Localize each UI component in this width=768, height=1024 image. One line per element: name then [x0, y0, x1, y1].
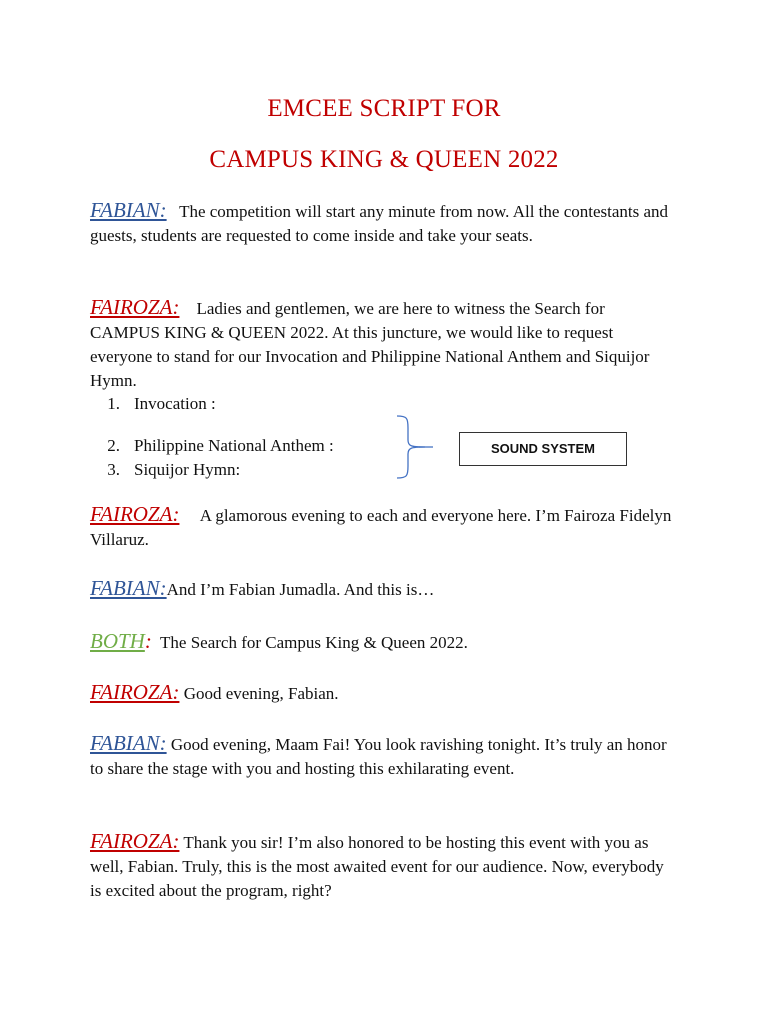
list-label: Siquijor Hymn: [134, 460, 241, 479]
speaker-label: FAIROZA: [90, 295, 180, 319]
sound-system-box: SOUND SYSTEM [459, 432, 627, 466]
speaker-label: BOTH [90, 629, 145, 653]
curly-brace-icon [395, 414, 435, 480]
script-paragraph [90, 731, 675, 781]
document-title-line-1: EMCEE SCRIPT FOR [267, 95, 501, 122]
script-paragraph [90, 829, 675, 903]
list-number: 3. [107, 460, 120, 479]
script-paragraph [90, 502, 675, 552]
speaker-label: FAIROZA: [90, 502, 180, 526]
dialogue-text: And I’m Fabian Jumadla. And this is… [166, 580, 435, 599]
script-paragraph [90, 198, 675, 248]
dialogue-text: The competition will start any minute from now. All the contestants and guests, students are requested to come inside and take your seats. [90, 202, 669, 245]
list-item [90, 434, 334, 458]
script-paragraph [90, 629, 675, 655]
list-item [90, 458, 240, 482]
dialogue-text: A glamorous evening to each and everyone here. I’m Fairoza Fidelyn Villaruz. [90, 506, 672, 549]
speaker-label: FAIROZA: [90, 680, 180, 704]
dialogue-text: The Search for Campus King & Queen 2022. [160, 633, 468, 652]
list-label: Invocation : [134, 394, 216, 413]
dialogue-text: Ladies and gentlemen, we are here to witness the Search for CAMPUS KING & QUEEN 2022. At this juncture, we would like to request everyone to stand for our Invocation and Philippine National Anthem and Siquijor Hymn. [90, 299, 650, 390]
dialogue-text: Good evening, Fabian. [183, 684, 339, 703]
speaker-label: FABIAN: [90, 576, 167, 600]
speaker-colon: : [144, 629, 152, 653]
dialogue-text: Good evening, Maam Fai! You look ravishing tonight. It’s truly an honor to share the stage with you and hosting this exhilarating event. [90, 735, 667, 778]
list-number: 2. [107, 436, 120, 455]
script-paragraph [90, 295, 675, 393]
document-title-line-2: CAMPUS KING & QUEEN 2022 [209, 146, 559, 173]
list-item [90, 392, 216, 416]
list-number: 1. [107, 394, 120, 413]
script-paragraph [90, 576, 675, 602]
list-label: Philippine National Anthem : [134, 436, 334, 455]
dialogue-text: Thank you sir! I’m also honored to be hosting this event with you as well, Fabian. Truly, this is the most awaited event for our audience. Now, everybody is excited about the program, right? [90, 833, 664, 900]
speaker-label: FAIROZA: [90, 829, 180, 853]
speaker-label: FABIAN: [90, 731, 167, 755]
script-paragraph [90, 680, 675, 706]
speaker-label: FABIAN: [90, 198, 167, 222]
